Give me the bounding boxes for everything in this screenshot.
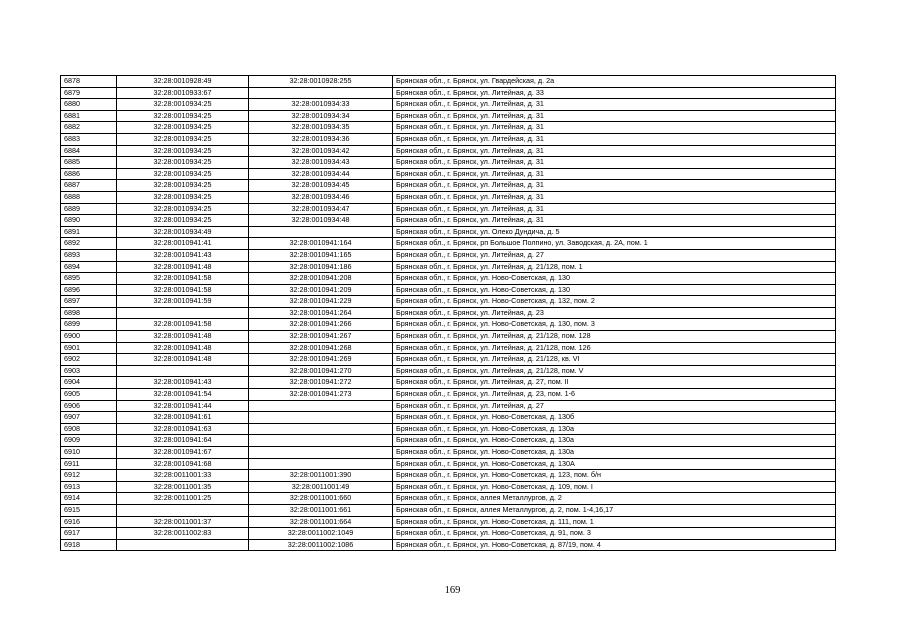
land-cadastral-number-cell <box>117 307 249 319</box>
address-cell: Брянская обл., г. Брянск, ул. Литейная, д. 31 <box>393 215 836 227</box>
land-cadastral-number-cell: 32:28:0010941:63 <box>117 423 249 435</box>
address-cell: Брянская обл., г. Брянск, ул. Литейная, д. 31 <box>393 133 836 145</box>
row-number-cell: 6902 <box>61 354 117 366</box>
row-number-cell: 6888 <box>61 191 117 203</box>
object-cadastral-number-cell: 32:28:0010941:272 <box>249 377 393 389</box>
address-cell: Брянская обл., г. Брянск, ул. Литейная, д. 27 <box>393 249 836 261</box>
row-number-cell: 6901 <box>61 342 117 354</box>
object-cadastral-number-cell: 32:28:0010941:165 <box>249 249 393 261</box>
row-number-cell: 6904 <box>61 377 117 389</box>
cadastral-table <box>60 75 836 551</box>
row-number-cell: 6891 <box>61 226 117 238</box>
land-cadastral-number-cell: 32:28:0011001:37 <box>117 516 249 528</box>
object-cadastral-number-cell: 32:28:0010941:273 <box>249 389 393 401</box>
address-cell: Брянская обл., г. Брянск, ул. Литейная, д. 31 <box>393 168 836 180</box>
table-row <box>61 145 836 157</box>
table-row <box>61 110 836 122</box>
object-cadastral-number-cell: 32:28:0010941:264 <box>249 307 393 319</box>
object-cadastral-number-cell: 32:28:0011001:49 <box>249 481 393 493</box>
land-cadastral-number-cell: 32:28:0010934:25 <box>117 215 249 227</box>
row-number-cell: 6893 <box>61 249 117 261</box>
land-cadastral-number-cell: 32:28:0010941:48 <box>117 331 249 343</box>
address-cell: Брянская обл., г. Брянск, ул. Ново-Советская, д. 91, пом. 3 <box>393 528 836 540</box>
address-cell: Брянская обл., г. Брянск, ул. Ново-Советская, д. 130, пом. 3 <box>393 319 836 331</box>
land-cadastral-number-cell: 32:28:0010941:43 <box>117 377 249 389</box>
land-cadastral-number-cell: 32:28:0010941:64 <box>117 435 249 447</box>
address-cell: Брянская обл., г. Брянск, аллея Металлургов, д. 2 <box>393 493 836 505</box>
land-cadastral-number-cell <box>117 365 249 377</box>
object-cadastral-number-cell: 32:28:0010941:186 <box>249 261 393 273</box>
address-cell: Брянская обл., г. Брянск, ул. Ново-Советская, д. 130 <box>393 284 836 296</box>
land-cadastral-number-cell: 32:28:0011002:83 <box>117 528 249 540</box>
land-cadastral-number-cell: 32:28:0011001:33 <box>117 470 249 482</box>
address-cell: Брянская обл., г. Брянск, рп Большое Полпино, ул. Заводская, д. 2А, пом. 1 <box>393 238 836 250</box>
address-cell: Брянская обл., г. Брянск, ул. Ново-Советская, д. 87/19, пом. 4 <box>393 539 836 551</box>
table-row <box>61 307 836 319</box>
land-cadastral-number-cell: 32:28:0010941:61 <box>117 412 249 424</box>
address-cell: Брянская обл., г. Брянск, ул. Литейная, д. 33 <box>393 87 836 99</box>
row-number-cell: 6890 <box>61 215 117 227</box>
table-row <box>61 273 836 285</box>
land-cadastral-number-cell: 32:28:0010941:48 <box>117 261 249 273</box>
land-cadastral-number-cell: 32:28:0010941:54 <box>117 389 249 401</box>
land-cadastral-number-cell: 32:28:0010934:49 <box>117 226 249 238</box>
row-number-cell: 6878 <box>61 76 117 88</box>
table-row <box>61 377 836 389</box>
row-number-cell: 6903 <box>61 365 117 377</box>
row-number-cell: 6889 <box>61 203 117 215</box>
object-cadastral-number-cell: 32:28:0010941:268 <box>249 342 393 354</box>
page-number: 169 <box>444 585 461 596</box>
land-cadastral-number-cell: 32:28:0010941:48 <box>117 342 249 354</box>
table-row <box>61 122 836 134</box>
table-body <box>61 76 836 551</box>
address-cell: Брянская обл., г. Брянск, ул. Литейная, д. 31 <box>393 122 836 134</box>
object-cadastral-number-cell: 32:28:0010941:270 <box>249 365 393 377</box>
address-cell: Брянская обл., г. Брянск, ул. Литейная, д. 21/128, пом. V <box>393 365 836 377</box>
object-cadastral-number-cell: 32:28:0010941:266 <box>249 319 393 331</box>
row-number-cell: 6887 <box>61 180 117 192</box>
address-cell: Брянская обл., г. Брянск, ул. Ново-Советская, д. 130А <box>393 458 836 470</box>
row-number-cell: 6895 <box>61 273 117 285</box>
address-cell: Брянская обл., г. Брянск, ул. Ново-Советская, д. 130а <box>393 423 836 435</box>
address-cell: Брянская обл., г. Брянск, ул. Гвардейская, д. 2а <box>393 76 836 88</box>
object-cadastral-number-cell: 32:28:0010941:209 <box>249 284 393 296</box>
row-number-cell: 6879 <box>61 87 117 99</box>
object-cadastral-number-cell: 32:28:0011001:664 <box>249 516 393 528</box>
table-row <box>61 87 836 99</box>
row-number-cell: 6916 <box>61 516 117 528</box>
object-cadastral-number-cell: 32:28:0010928:255 <box>249 76 393 88</box>
address-cell: Брянская обл., г. Брянск, ул. Ново-Советская, д. 130а <box>393 447 836 459</box>
table-row <box>61 180 836 192</box>
row-number-cell: 6900 <box>61 331 117 343</box>
address-cell: Брянская обл., г. Брянск, ул. Литейная, д. 23 <box>393 307 836 319</box>
land-cadastral-number-cell: 32:28:0010941:44 <box>117 400 249 412</box>
address-cell: Брянская обл., г. Брянск, ул. Литейная, д. 31 <box>393 180 836 192</box>
row-number-cell: 6911 <box>61 458 117 470</box>
address-cell: Брянская обл., г. Брянск, ул. Литейная, д. 27 <box>393 400 836 412</box>
address-cell: Брянская обл., г. Брянск, ул. Литейная, д. 31 <box>393 203 836 215</box>
table-row <box>61 191 836 203</box>
row-number-cell: 6917 <box>61 528 117 540</box>
object-cadastral-number-cell <box>249 447 393 459</box>
address-cell: Брянская обл., г. Брянск, ул. Литейная, д. 27, пом. II <box>393 377 836 389</box>
table-row <box>61 249 836 261</box>
land-cadastral-number-cell: 32:28:0010941:68 <box>117 458 249 470</box>
address-cell: Брянская обл., г. Брянск, ул. Литейная, д. 31 <box>393 145 836 157</box>
row-number-cell: 6909 <box>61 435 117 447</box>
land-cadastral-number-cell <box>117 504 249 516</box>
object-cadastral-number-cell: 32:28:0011002:1049 <box>249 528 393 540</box>
address-cell: Брянская обл., г. Брянск, ул. Литейная, д. 21/128, пом. 1 <box>393 261 836 273</box>
land-cadastral-number-cell: 32:28:0010934:25 <box>117 99 249 111</box>
table-row <box>61 296 836 308</box>
address-cell: Брянская обл., г. Брянск, ул. Литейная, д. 21/128, пом. 128 <box>393 331 836 343</box>
table-row <box>61 215 836 227</box>
object-cadastral-number-cell <box>249 412 393 424</box>
row-number-cell: 6910 <box>61 447 117 459</box>
address-cell: Брянская обл., г. Брянск, ул. Ново-Советская, д. 111, пом. 1 <box>393 516 836 528</box>
table-row <box>61 238 836 250</box>
address-cell: Брянская обл., г. Брянск, ул. Ново-Советская, д. 130 <box>393 273 836 285</box>
land-cadastral-number-cell: 32:28:0010941:58 <box>117 273 249 285</box>
land-cadastral-number-cell: 32:28:0010934:25 <box>117 191 249 203</box>
land-cadastral-number-cell: 32:28:0010941:59 <box>117 296 249 308</box>
address-cell: Брянская обл., г. Брянск, ул. Олеко Дундича, д. 5 <box>393 226 836 238</box>
object-cadastral-number-cell: 32:28:0010934:35 <box>249 122 393 134</box>
table-row <box>61 516 836 528</box>
address-cell: Брянская обл., г. Брянск, ул. Литейная, д. 31 <box>393 99 836 111</box>
table-row <box>61 226 836 238</box>
table-row <box>61 447 836 459</box>
object-cadastral-number-cell <box>249 458 393 470</box>
address-cell: Брянская обл., г. Брянск, ул. Ново-Советская, д. 132, пом. 2 <box>393 296 836 308</box>
land-cadastral-number-cell: 32:28:0010928:49 <box>117 76 249 88</box>
row-number-cell: 6914 <box>61 493 117 505</box>
row-number-cell: 6899 <box>61 319 117 331</box>
table-row <box>61 539 836 551</box>
table-row <box>61 342 836 354</box>
row-number-cell: 6885 <box>61 157 117 169</box>
object-cadastral-number-cell <box>249 87 393 99</box>
object-cadastral-number-cell: 32:28:0010941:208 <box>249 273 393 285</box>
row-number-cell: 6912 <box>61 470 117 482</box>
row-number-cell: 6886 <box>61 168 117 180</box>
table-row <box>61 412 836 424</box>
address-cell: Брянская обл., г. Брянск, ул. Литейная, д. 31 <box>393 191 836 203</box>
address-cell: Брянская обл., г. Брянск, аллея Металлургов, д. 2, пом. 1-4,16,17 <box>393 504 836 516</box>
land-cadastral-number-cell: 32:28:0010934:25 <box>117 180 249 192</box>
address-cell: Брянская обл., г. Брянск, ул. Ново-Советская, д. 130а <box>393 435 836 447</box>
object-cadastral-number-cell: 32:28:0010934:47 <box>249 203 393 215</box>
table-row <box>61 400 836 412</box>
row-number-cell: 6894 <box>61 261 117 273</box>
table-row <box>61 99 836 111</box>
land-cadastral-number-cell: 32:28:0010941:58 <box>117 319 249 331</box>
row-number-cell: 6880 <box>61 99 117 111</box>
land-cadastral-number-cell: 32:28:0010934:25 <box>117 133 249 145</box>
object-cadastral-number-cell: 32:28:0010934:44 <box>249 168 393 180</box>
address-cell: Брянская обл., г. Брянск, ул. Литейная, д. 23, пом. 1-6 <box>393 389 836 401</box>
object-cadastral-number-cell: 32:28:0010934:42 <box>249 145 393 157</box>
table-row <box>61 354 836 366</box>
land-cadastral-number-cell: 32:28:0011001:25 <box>117 493 249 505</box>
object-cadastral-number-cell: 32:28:0010934:46 <box>249 191 393 203</box>
table-row <box>61 493 836 505</box>
land-cadastral-number-cell: 32:28:0010934:25 <box>117 157 249 169</box>
land-cadastral-number-cell: 32:28:0010934:25 <box>117 145 249 157</box>
table-row <box>61 458 836 470</box>
land-cadastral-number-cell: 32:28:0010941:43 <box>117 249 249 261</box>
table-row <box>61 481 836 493</box>
land-cadastral-number-cell: 32:28:0010934:25 <box>117 203 249 215</box>
row-number-cell: 6907 <box>61 412 117 424</box>
table-row <box>61 203 836 215</box>
object-cadastral-number-cell: 32:28:0011001:660 <box>249 493 393 505</box>
address-cell: Брянская обл., г. Брянск, ул. Литейная, д. 21/128, пом. 126 <box>393 342 836 354</box>
row-number-cell: 6884 <box>61 145 117 157</box>
object-cadastral-number-cell: 32:28:0010941:269 <box>249 354 393 366</box>
object-cadastral-number-cell <box>249 226 393 238</box>
address-cell: Брянская обл., г. Брянск, ул. Литейная, д. 21/128, кв. VI <box>393 354 836 366</box>
table-row <box>61 528 836 540</box>
object-cadastral-number-cell: 32:28:0010941:229 <box>249 296 393 308</box>
object-cadastral-number-cell <box>249 400 393 412</box>
table-row <box>61 284 836 296</box>
row-number-cell: 6892 <box>61 238 117 250</box>
table-row <box>61 504 836 516</box>
address-cell: Брянская обл., г. Брянск, ул. Ново-Советская, д. 130б <box>393 412 836 424</box>
object-cadastral-number-cell <box>249 435 393 447</box>
table-row <box>61 133 836 145</box>
row-number-cell: 6905 <box>61 389 117 401</box>
object-cadastral-number-cell: 32:28:0010941:164 <box>249 238 393 250</box>
table-row <box>61 331 836 343</box>
land-cadastral-number-cell: 32:28:0010941:41 <box>117 238 249 250</box>
object-cadastral-number-cell: 32:28:0010934:48 <box>249 215 393 227</box>
object-cadastral-number-cell <box>249 423 393 435</box>
land-cadastral-number-cell: 32:28:0010941:48 <box>117 354 249 366</box>
row-number-cell: 6918 <box>61 539 117 551</box>
row-number-cell: 6883 <box>61 133 117 145</box>
land-cadastral-number-cell: 32:28:0010941:67 <box>117 447 249 459</box>
row-number-cell: 6915 <box>61 504 117 516</box>
address-cell: Брянская обл., г. Брянск, ул. Ново-Советская, д. 109, пом. I <box>393 481 836 493</box>
row-number-cell: 6906 <box>61 400 117 412</box>
land-cadastral-number-cell: 32:28:0010941:58 <box>117 284 249 296</box>
row-number-cell: 6908 <box>61 423 117 435</box>
table-row <box>61 168 836 180</box>
address-cell: Брянская обл., г. Брянск, ул. Литейная, д. 31 <box>393 110 836 122</box>
object-cadastral-number-cell: 32:28:0011002:1086 <box>249 539 393 551</box>
table-row <box>61 365 836 377</box>
table-row <box>61 435 836 447</box>
address-cell: Брянская обл., г. Брянск, ул. Ново-Советская, д. 123, пом. б/н <box>393 470 836 482</box>
table-row <box>61 470 836 482</box>
object-cadastral-number-cell: 32:28:0011001:390 <box>249 470 393 482</box>
object-cadastral-number-cell: 32:28:0010934:45 <box>249 180 393 192</box>
object-cadastral-number-cell: 32:28:0010934:36 <box>249 133 393 145</box>
land-cadastral-number-cell <box>117 539 249 551</box>
table-row <box>61 423 836 435</box>
table-row <box>61 76 836 88</box>
object-cadastral-number-cell: 32:28:0010941:267 <box>249 331 393 343</box>
table-row <box>61 157 836 169</box>
land-cadastral-number-cell: 32:28:0010933:67 <box>117 87 249 99</box>
land-cadastral-number-cell: 32:28:0010934:25 <box>117 110 249 122</box>
land-cadastral-number-cell: 32:28:0010934:25 <box>117 168 249 180</box>
row-number-cell: 6882 <box>61 122 117 134</box>
object-cadastral-number-cell: 32:28:0010934:43 <box>249 157 393 169</box>
table-row <box>61 319 836 331</box>
object-cadastral-number-cell: 32:28:0010934:33 <box>249 99 393 111</box>
row-number-cell: 6913 <box>61 481 117 493</box>
table-row <box>61 389 836 401</box>
object-cadastral-number-cell: 32:28:0010934:34 <box>249 110 393 122</box>
row-number-cell: 6881 <box>61 110 117 122</box>
row-number-cell: 6898 <box>61 307 117 319</box>
row-number-cell: 6897 <box>61 296 117 308</box>
land-cadastral-number-cell: 32:28:0010934:25 <box>117 122 249 134</box>
object-cadastral-number-cell: 32:28:0011001:661 <box>249 504 393 516</box>
address-cell: Брянская обл., г. Брянск, ул. Литейная, д. 31 <box>393 157 836 169</box>
land-cadastral-number-cell: 32:28:0011001:35 <box>117 481 249 493</box>
row-number-cell: 6896 <box>61 284 117 296</box>
table-row <box>61 261 836 273</box>
